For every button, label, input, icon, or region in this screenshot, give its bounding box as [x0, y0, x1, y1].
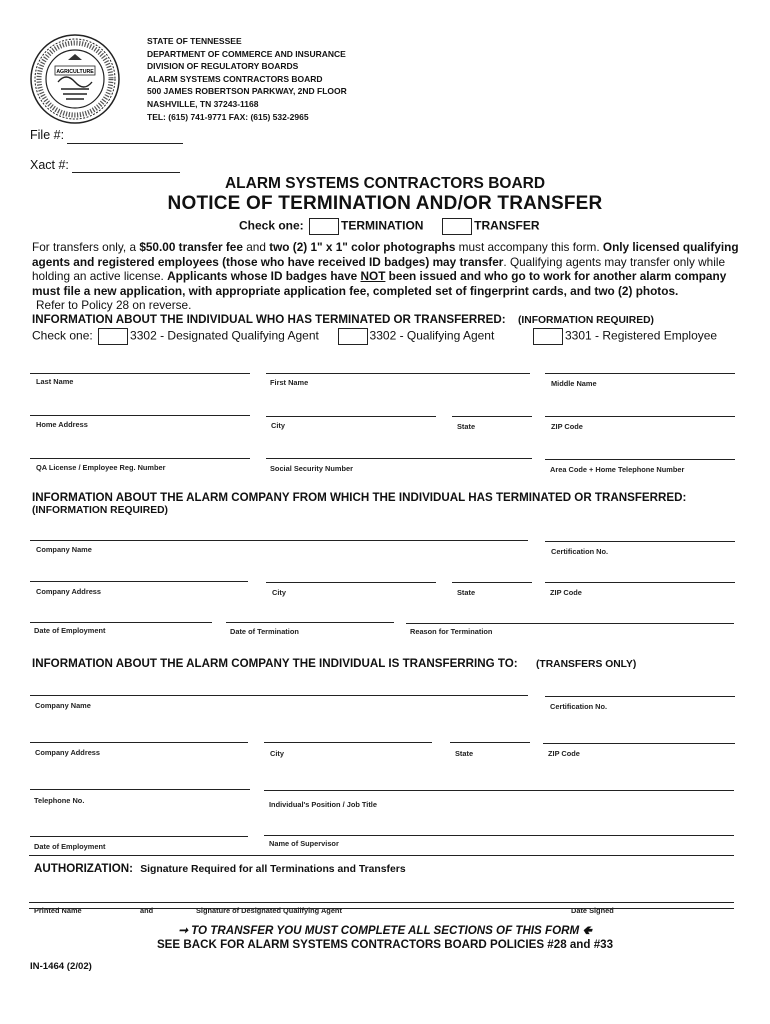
home-city-caption: City — [271, 421, 285, 430]
position-field[interactable] — [264, 790, 734, 791]
to-certification-field[interactable] — [545, 696, 735, 697]
home-city-field[interactable] — [266, 416, 436, 417]
supervisor-field[interactable] — [264, 835, 734, 836]
registered-employee-checkbox[interactable] — [533, 328, 563, 345]
from-company-required-note: (INFORMATION REQUIRED) — [32, 505, 168, 516]
to-state-caption: State — [455, 749, 474, 758]
from-date-termination-caption: Date of Termination — [230, 627, 299, 636]
agency-header — [147, 35, 347, 123]
and-caption: and — [140, 906, 154, 915]
from-company-address-field[interactable] — [30, 581, 248, 582]
from-zip-field[interactable] — [545, 582, 735, 583]
header-line: STATE OF TENNESSEE — [147, 36, 242, 46]
from-state-field[interactable] — [452, 582, 532, 583]
to-company-heading: INFORMATION ABOUT THE ALARM COMPANY THE INDIVIDUAL IS TRANSFERRING TO: — [32, 657, 518, 670]
header-line: 500 JAMES ROBERTSON PARKWAY, 2ND FLOOR — [147, 86, 347, 97]
qa-license-caption: QA License / Employee Reg. Number — [36, 463, 166, 472]
file-number-label: File #: — [30, 128, 65, 142]
qa-license-field[interactable] — [30, 458, 250, 459]
header-line: DEPARTMENT OF COMMERCE AND INSURANCE — [147, 48, 346, 59]
middle-name-caption: Middle Name — [551, 379, 597, 388]
from-company-name-caption: Company Name — [36, 545, 92, 554]
date-signed-caption: Date Signed — [571, 906, 614, 915]
from-certification-caption: Certification No. — [551, 547, 609, 556]
from-state-caption: State — [457, 588, 476, 597]
home-phone-caption: Area Code + Home Telephone Number — [550, 465, 685, 474]
authorization-heading: AUTHORIZATION: Signature Required for all Terminations and Transfers — [34, 862, 406, 875]
to-certification-caption: Certification No. — [550, 702, 608, 711]
to-state-field[interactable] — [450, 742, 530, 743]
header-line: NASHVILLE, TN 37243-1168 — [147, 98, 259, 109]
printed-name-caption: Printed Name — [34, 906, 82, 915]
home-state-caption: State — [457, 422, 476, 431]
file-number-field[interactable] — [67, 143, 183, 144]
to-company-name-field[interactable] — [30, 695, 528, 696]
to-zip-field[interactable] — [543, 743, 735, 744]
termination-transfer-check — [239, 218, 540, 235]
home-zip-field[interactable] — [545, 416, 735, 417]
to-company-name-caption: Company Name — [35, 701, 91, 710]
xact-number-field[interactable] — [72, 172, 180, 173]
from-zip-caption: ZIP Code — [550, 588, 582, 597]
individual-required-note: (INFORMATION REQUIRED) — [518, 315, 654, 326]
from-date-employment-field[interactable] — [30, 622, 212, 623]
to-date-employment-caption: Date of Employment — [34, 842, 106, 851]
to-date-employment-field[interactable] — [30, 836, 248, 837]
transfer-label: TRANSFER — [474, 218, 540, 233]
arrow-left-icon: 🢀 — [582, 924, 592, 937]
last-name-field[interactable] — [30, 373, 250, 374]
from-date-employment-caption: Date of Employment — [34, 626, 106, 635]
to-telephone-field[interactable] — [30, 789, 250, 790]
ssn-field[interactable] — [266, 458, 532, 459]
ssn-caption: Social Security Number — [270, 464, 353, 473]
to-telephone-caption: Telephone No. — [34, 796, 85, 805]
from-city-caption: City — [272, 588, 286, 597]
header-line: ALARM SYSTEMS CONTRACTORS BOARD — [147, 73, 323, 84]
signature-line[interactable] — [29, 902, 734, 903]
home-state-field[interactable] — [452, 416, 532, 417]
last-name-caption: Last Name — [36, 377, 74, 386]
instructions-paragraph: For transfers only, a $50.00 transfer fee and two (2) 1" x 1" color photographs must accompany this form. Only licensed qualifying agents and registered employees (those who have received ID badges) may transfer. Qualifying agents may transfer only while holding an active license. Applicants whose ID badges have NOT been issued and who go to work for another alarm company must file a new application, with appropriate application fee, completed set of fingerprint cards, and two (2) photos. Refer to Policy 28 on reverse. — [32, 240, 739, 313]
home-address-field[interactable] — [30, 415, 250, 416]
from-certification-field[interactable] — [545, 541, 735, 542]
svg-text:AGRICULTURE: AGRICULTURE — [56, 69, 94, 75]
to-company-address-field[interactable] — [30, 742, 248, 743]
first-name-caption: First Name — [270, 378, 309, 387]
position-type-row: Check one: 3302 - Designated Qualifying Agent 3302 - Qualifying Agent 3301 - Registered Employee — [32, 328, 717, 345]
transfer-checkbox[interactable] — [442, 218, 472, 235]
arrow-right-icon: ➞ — [178, 924, 188, 937]
page-title: NOTICE OF TERMINATION AND/OR TRANSFER — [167, 193, 603, 214]
from-date-termination-field[interactable] — [226, 622, 394, 623]
header-line: DIVISION OF REGULATORY BOARDS — [147, 61, 299, 72]
state-seal-icon — [28, 32, 122, 126]
transfer-notice: ➞ TO TRANSFER YOU MUST COMPLETE ALL SECTIONS OF THIS FORM 🢀 — [178, 924, 592, 937]
from-city-field[interactable] — [266, 582, 436, 583]
middle-name-field[interactable] — [545, 373, 735, 374]
home-zip-caption: ZIP Code — [551, 422, 583, 431]
to-company-address-caption: Company Address — [35, 748, 101, 757]
termination-reason-field[interactable] — [406, 623, 734, 624]
to-zip-caption: ZIP Code — [548, 749, 580, 758]
designated-qa-checkbox[interactable] — [98, 328, 128, 345]
termination-label: TERMINATION — [341, 218, 424, 233]
first-name-field[interactable] — [266, 373, 530, 374]
home-phone-field[interactable] — [545, 459, 735, 460]
qa-checkbox[interactable] — [338, 328, 368, 345]
supervisor-caption: Name of Supervisor — [269, 839, 339, 848]
authorization-box — [29, 855, 734, 909]
check-one-label: Check one: — [239, 218, 304, 233]
form-number: IN-1464 (2/02) — [30, 961, 92, 972]
home-address-caption: Home Address — [36, 420, 88, 429]
from-company-address-caption: Company Address — [36, 587, 102, 596]
to-city-field[interactable] — [264, 742, 432, 743]
policies-notice: SEE BACK FOR ALARM SYSTEMS CONTRACTORS BOARD POLICIES #28 and #33 — [156, 938, 614, 951]
from-company-heading: INFORMATION ABOUT THE ALARM COMPANY FROM WHICH THE INDIVIDUAL HAS TERMINATED OR TRANSFERRED: — [32, 491, 687, 504]
header-line: TEL: (615) 741-9771 FAX: (615) 532-2965 — [147, 111, 309, 122]
signature-caption: Signature of Designated Qualifying Agent — [196, 906, 342, 915]
individual-section-heading: INFORMATION ABOUT THE INDIVIDUAL WHO HAS TERMINATED OR TRANSFERRED: — [32, 313, 506, 326]
board-title: ALARM SYSTEMS CONTRACTORS BOARD — [224, 175, 546, 192]
termination-reason-caption: Reason for Termination — [410, 627, 493, 636]
to-city-caption: City — [270, 749, 284, 758]
from-company-name-field[interactable] — [30, 540, 528, 541]
xact-number-label: Xact #: — [30, 158, 69, 172]
termination-checkbox[interactable] — [309, 218, 339, 235]
position-caption: Individual's Position / Job Title — [269, 800, 377, 809]
to-company-note: (TRANSFERS ONLY) — [536, 659, 637, 670]
